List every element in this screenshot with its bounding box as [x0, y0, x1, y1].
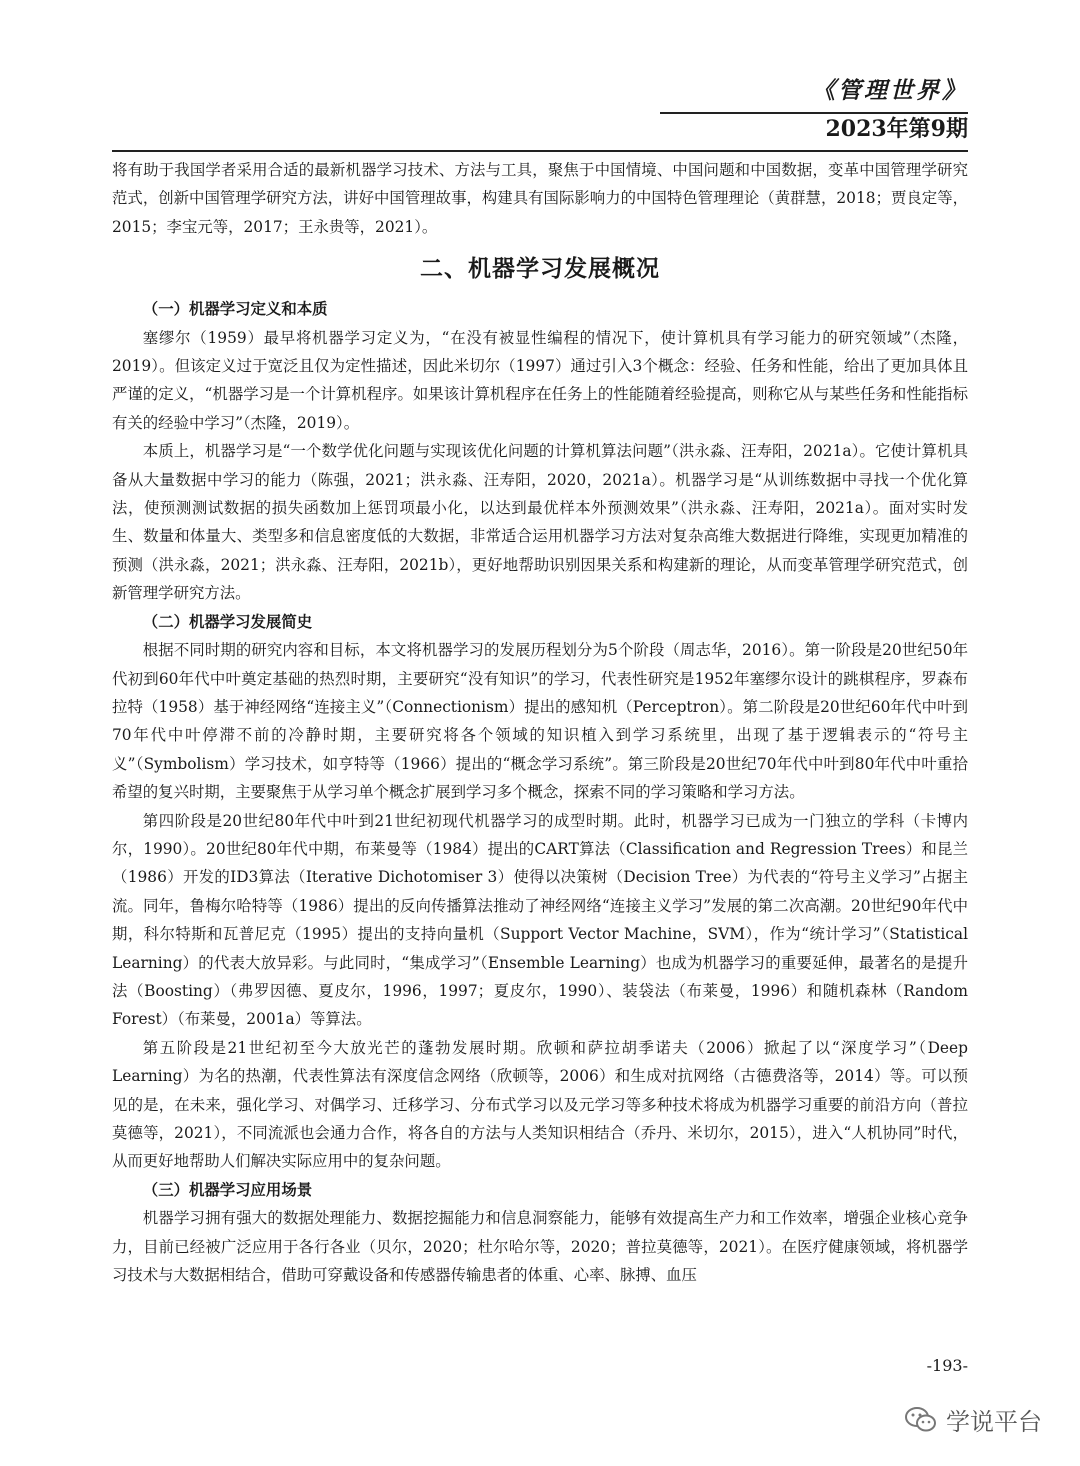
sub-heading-history: （二）机器学习发展简史	[142, 612, 313, 631]
paragraph: 第五阶段是21世纪初至今大放光芒的蓬勃发展时期。欣顿和萨拉胡季诺夫（2006）掀起了以“深度学习”（Deep Learning）为名的热潮，代表性算法有深度信念网络（欣顿等，2006）和生成对抗网络（古德费洛等，2014）等。可以预见的是，在未来，强化学习、对偶学习、迁移学习、分布式学习以及元学习等多种技术将成为机器学习重要的前沿方向（普拉莫德等，2021），不同流派也会通力合作，将各自的方法与人类知识相结合（乔丹、米切尔，2015），进入“人机协同”时代，从而更好地帮助人们解决实际应用中的复杂问题。	[112, 1038, 968, 1171]
sub-heading-definition: （一）机器学习定义和本质	[142, 300, 328, 319]
section-title: 二、机器学习发展概况	[420, 256, 660, 283]
header-rule-top	[660, 112, 968, 114]
issue-number: 2023年第9期	[825, 116, 968, 142]
page-number: -193-	[926, 1356, 968, 1375]
paragraph: 根据不同时期的研究内容和目标，本文将机器学习的发展历程划分为5个阶段（周志华，2016）。第一阶段是20世纪50年代初到60年代中叶奠定基础的热烈时期，主要研究“没有知识”的学习，代表性研究是1952年塞缪尔设计的跳棋程序，罗森布拉特（1958）基于神经网络“连接主义”（Connectionism）提出的感知机（Perceptron）。第二阶段是20世纪60年代中叶到70年代中叶停滞不前的冷静时期，主要研究将各个领域的知识植入到学习系统里，出现了基于逻辑表示的“符号主义”（Symbolism）学习技术，如亨特等（1966）提出的“概念学习系统”。第三阶段是20世纪70年代中叶到80年代中叶重拾希望的复兴时期，主要聚焦于从学习单个概念扩展到学习多个概念，探索不同的学习策略和学习方法。	[112, 641, 968, 802]
journal-header	[812, 76, 968, 144]
watermark-text: 学说平台	[946, 1408, 1042, 1436]
paragraph: 本质上，机器学习是“一个数学优化问题与实现该优化问题的计算机算法问题”（洪永淼、汪寿阳，2021a）。它使计算机具备从大量数据中学习的能力（陈强，2021；洪永淼、汪寿阳，2020，2021a）。机器学习是“从训练数据中寻找一个优化算法，使预测测试数据的损失函数加上惩罚项最小化，以达到最优样本外预测效果”（洪永淼、汪寿阳，2021a）。面对实时发生、数量和体量大、类型多和信息密度低的大数据，非常适合运用机器学习方法对复杂高维大数据进行降维，实现更加精准的预测（洪永淼，2021；洪永淼、汪寿阳，2021b），更好地帮助识别因果关系和构建新的理论，从而变革管理学研究范式，创新管理学研究方法。	[112, 442, 968, 603]
paragraph: 机器学习拥有强大的数据处理能力、数据挖掘能力和信息洞察能力，能够有效提高生产力和工作效率，增强企业核心竞争力，目前已经被广泛应用于各行各业（贝尔，2020；杜尔哈尔等，2020；普拉莫德等，2021）。在医疗健康领域，将机器学习技术与大数据相结合，借助可穿戴设备和传感器传输患者的体重、心率、脉搏、血压	[112, 1209, 968, 1285]
paragraph: 塞缪尔（1959）最早将机器学习定义为，“在没有被显性编程的情况下，使计算机具有学习能力的研究领域”（杰隆，2019）。但该定义过于宽泛且仅为定性描述，因此米切尔（1997）通过引入3个概念：经验、任务和性能，给出了更加具体且严谨的定义，“机器学习是一个计算机程序。如果该计算机程序在任务上的性能随着经验提高，则称它从与某些任务和性能指标有关的经验中学习”（杰隆，2019）。	[112, 328, 968, 432]
sub-heading-applications: （三）机器学习应用场景	[142, 1180, 313, 1199]
intro-paragraph: 将有助于我国学者采用合适的最新机器学习技术、方法与工具，聚焦于中国情境、中国问题和中国数据，变革中国管理学研究范式，创新中国管理学研究方法，讲好中国管理故事，构建具有国际影响力的中国特色管理理论（黄群慧，2018；贾良定等，2015；李宝元等，2017；王永贵等，2021）。	[112, 161, 968, 236]
journal-name: 《管理世界》	[812, 77, 968, 104]
wechat-icon	[904, 1405, 938, 1435]
watermark	[904, 1402, 1042, 1437]
header-rule-bottom	[112, 150, 968, 152]
article-body	[112, 156, 968, 1289]
paragraph: 第四阶段是20世纪80年代中叶到21世纪初现代机器学习的成型时期。此时，机器学习已成为一门独立的学科（卡博内尔，1990）。20世纪80年代中期，布莱曼等（1984）提出的CART算法（Classification and Regression Trees）和昆兰（1986）开发的ID3算法（Iterative Dichotomiser 3）使得以决策树（Decision Tree）为代表的“符号主义学习”占据主流。同年，鲁梅尔哈特等（1986）提出的反向传播算法推动了神经网络“连接主义学习”发展的第二次高潮。20世纪90年代中期，科尔特斯和瓦普尼克（1995）提出的支持向量机（Support Vector Machine，SVM），作为“统计学习”（Statistical Learning）的代表大放异彩。与此同时，“集成学习”（Ensemble Learning）也成为机器学习的重要延伸，最著名的是提升法（Boosting）（弗罗因德、夏皮尔，1996，1997；夏皮尔，1990）、装袋法（布莱曼，1996）和随机森林（Random Forest）（布莱曼，2001a）等算法。	[112, 811, 968, 1029]
